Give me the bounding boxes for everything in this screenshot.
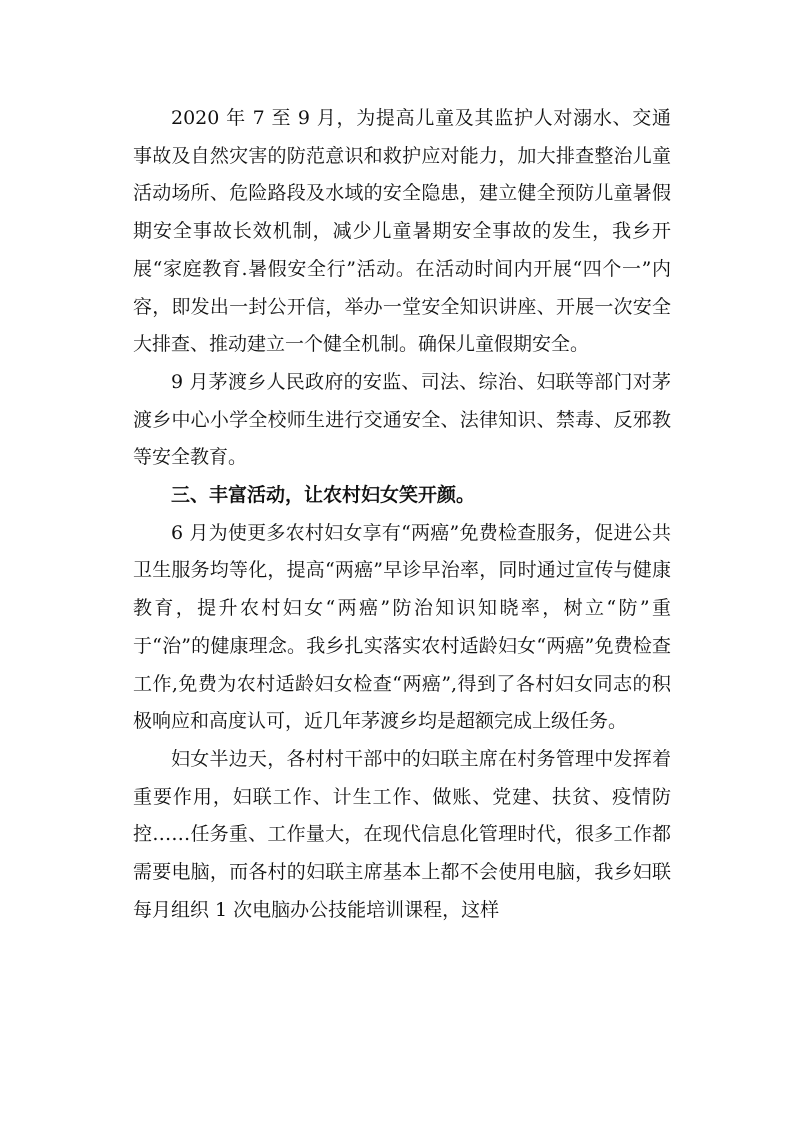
- paragraph-two-cancers-screening: 6 月为使更多农村妇女享有“两癌”免费检查服务，促进公共卫生服务均等化，提高“两癌”早诊早治率，同时通过宣传与健康教育，提升农村妇女“两癌”防治知识知晓率，树立“防”重于“治”的健康理念。我乡扎实落实农村适龄妇女“两癌”免费检查工作,免费为农村适龄妇女检查“两癌”,得到了各村妇女同志的积极响应和高度认可，近几年茅渡乡均是超额完成上级任务。: [133, 521, 671, 733]
- document-body: [133, 100, 671, 929]
- paragraph-summer-safety: 2020 年 7 至 9 月，为提高儿童及其监护人对溺水、交通事故及自然灾害的防范意识和救护应对能力，加大排查整治儿童活动场所、危险路段及水域的安全隐患，建立健全预防儿童暑假期安全事故长效机制，减少儿童暑期安全事故的发生，我乡开展“家庭教育.暑假安全行”活动。在活动时间内开展“四个一”内容，即发出一封公开信，举办一堂安全知识讲座、开展一次安全大排查、推动建立一个健全机制。确保儿童假期安全。: [133, 107, 671, 356]
- paragraph-safety-education: 9 月茅渡乡人民政府的安监、司法、综治、妇联等部门对茅渡乡中心小学全校师生进行交通安全、法律知识、禁毒、反邪教等安全教育。: [133, 370, 671, 469]
- section-heading: 三、丰富活动，让农村妇女笑开颜。: [171, 484, 476, 507]
- paragraph-computer-training: 妇女半边天，各村村干部中的妇联主席在村务管理中发挥着重要作用，妇联工作、计生工作、做账、党建、扶贫、疫情防控……任务重、工作量大，在现代信息化管理时代，很多工作都需要电脑，而各村的妇联主席基本上都不会使用电脑，我乡妇联每月组织 1 次电脑办公技能培训课程，这样: [133, 747, 671, 921]
